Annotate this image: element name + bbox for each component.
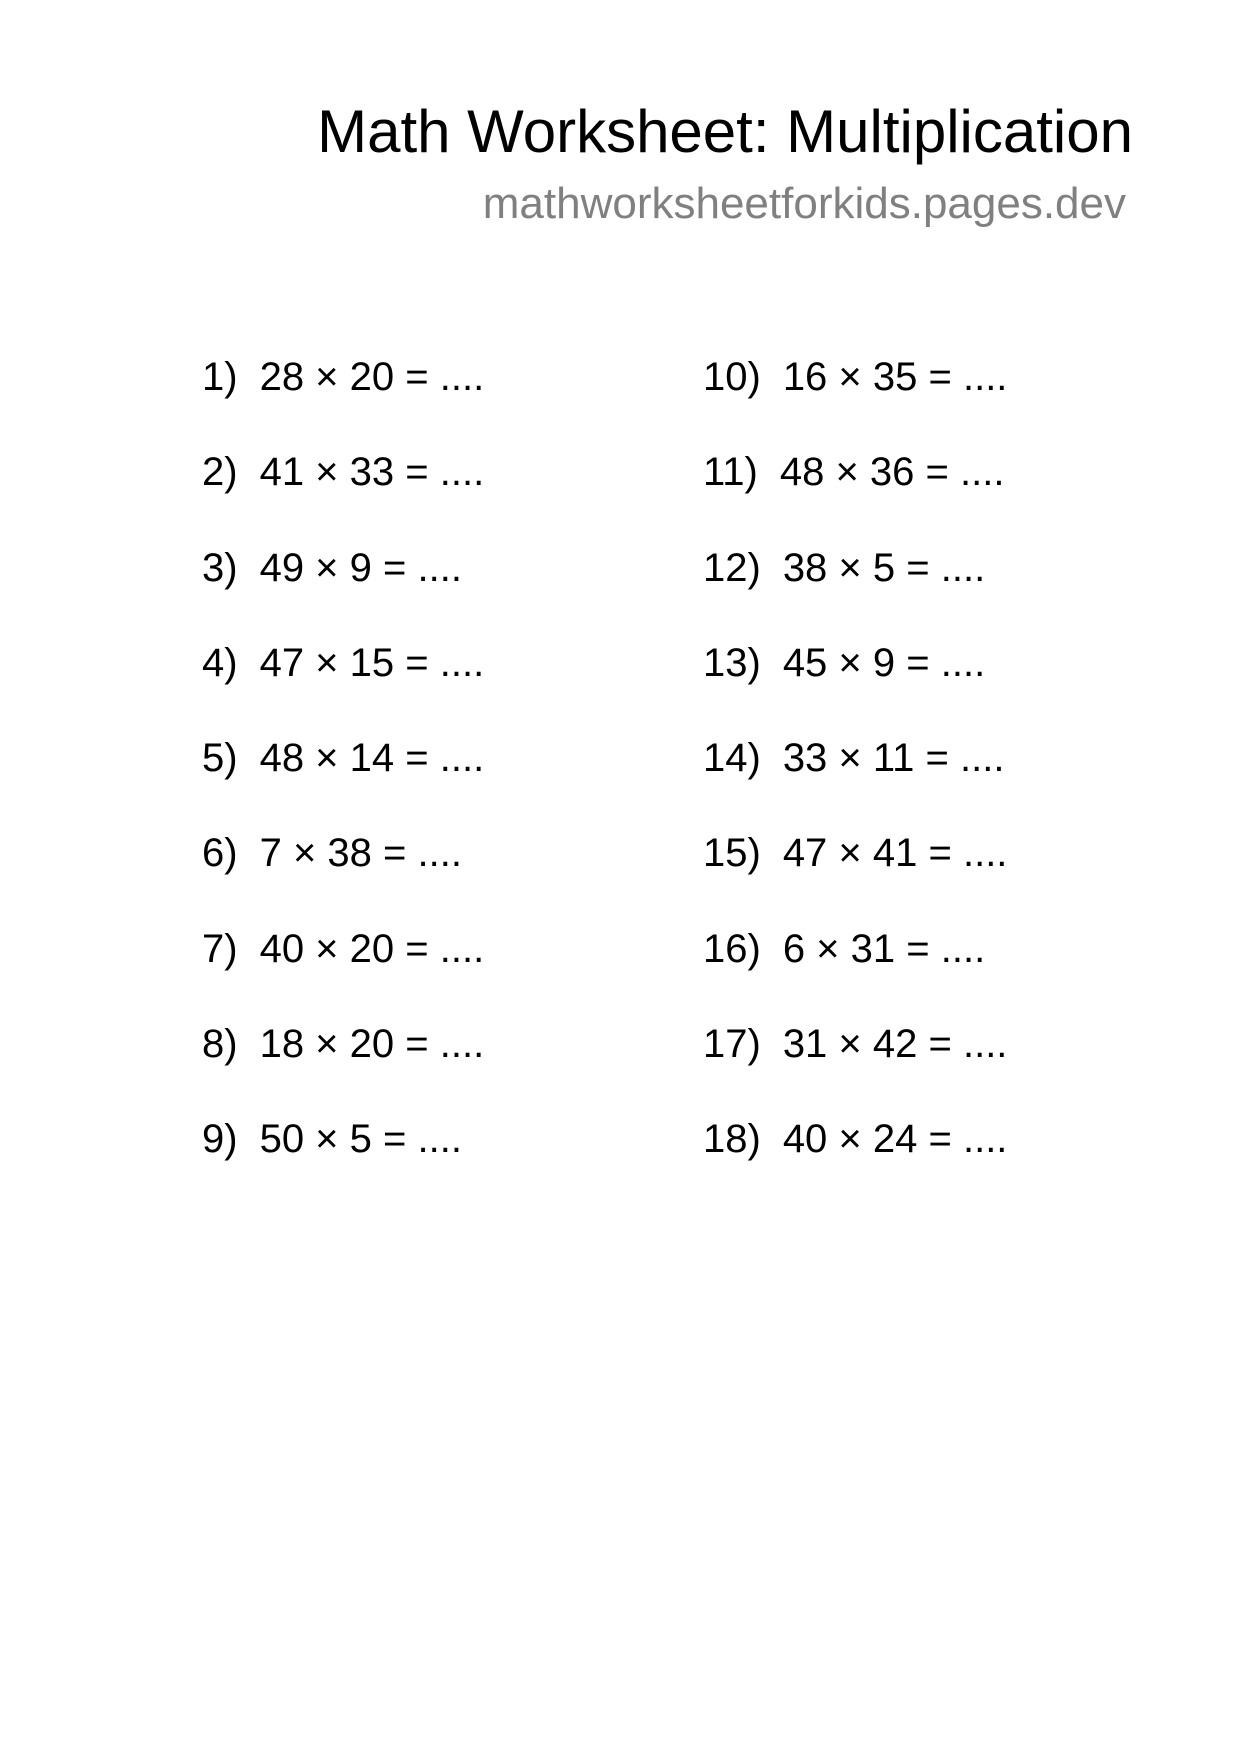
problem-expression: 49 × 9 = .... — [259, 545, 462, 590]
problem-number: 12) — [703, 545, 761, 590]
problem-expression: 47 × 15 = .... — [259, 640, 485, 685]
problem-expression: 40 × 20 = .... — [259, 926, 485, 971]
problem-expression: 6 × 31 = .... — [782, 926, 986, 971]
problem-item — [703, 637, 1007, 732]
problem-expression: 40 × 24 = .... — [782, 1117, 1008, 1162]
problem-number: 14) — [703, 736, 761, 781]
problem-item — [703, 732, 1007, 827]
problem-item — [202, 637, 484, 732]
problem-expression: 41 × 33 = .... — [259, 450, 485, 495]
problem-expression: 33 × 11 = .... — [782, 736, 1005, 781]
problems-column-left — [202, 351, 484, 1209]
problem-expression: 48 × 14 = .... — [259, 736, 485, 781]
problem-item — [202, 923, 484, 1018]
problem-number: 5) — [202, 736, 238, 781]
problem-item — [202, 446, 484, 541]
problem-number: 3) — [202, 545, 238, 590]
problem-item — [703, 1018, 1007, 1113]
problem-expression: 45 × 9 = .... — [782, 640, 986, 685]
problem-expression: 38 × 5 = .... — [782, 545, 986, 590]
problem-item — [202, 1018, 484, 1113]
problem-number: 1) — [202, 355, 238, 399]
problem-expression: 7 × 38 = .... — [259, 831, 462, 876]
worksheet-title: Math Worksheet: Multiplication — [317, 98, 1133, 165]
problem-expression: 47 × 41 = .... — [782, 831, 1008, 876]
problem-number: 2) — [202, 450, 238, 495]
problem-expression: 48 × 36 = .... — [779, 450, 1005, 495]
problem-item — [202, 351, 484, 446]
worksheet-source-url: mathworksheetforkids.pages.dev — [482, 179, 1126, 228]
problem-number: 9) — [202, 1117, 238, 1162]
problem-item — [703, 351, 1007, 446]
problem-number: 6) — [202, 831, 238, 876]
problem-item — [202, 1113, 484, 1208]
problem-item — [703, 1113, 1007, 1208]
problem-number: 7) — [202, 926, 238, 971]
problem-item — [703, 542, 1007, 637]
problem-number: 13) — [703, 640, 761, 685]
problem-number: 8) — [202, 1022, 238, 1067]
problem-expression: 28 × 20 = .... — [259, 355, 485, 399]
problem-expression: 16 × 35 = .... — [782, 355, 1008, 399]
problem-number: 16) — [703, 926, 761, 971]
problem-expression: 50 × 5 = .... — [259, 1117, 462, 1162]
problem-number: 11) — [703, 450, 758, 495]
problem-expression: 18 × 20 = .... — [259, 1022, 485, 1067]
problem-number: 18) — [703, 1117, 761, 1162]
problem-number: 4) — [202, 640, 238, 685]
problem-expression: 31 × 42 = .... — [782, 1022, 1008, 1067]
problem-item — [202, 827, 484, 922]
problem-number: 15) — [703, 831, 761, 876]
problem-item — [703, 923, 1007, 1018]
problem-item — [703, 446, 1007, 541]
problem-item — [202, 732, 484, 827]
problems-column-right — [703, 351, 1007, 1209]
problem-item — [202, 542, 484, 637]
problem-item — [703, 827, 1007, 922]
problem-number: 17) — [703, 1022, 761, 1067]
problem-number: 10) — [703, 355, 761, 399]
